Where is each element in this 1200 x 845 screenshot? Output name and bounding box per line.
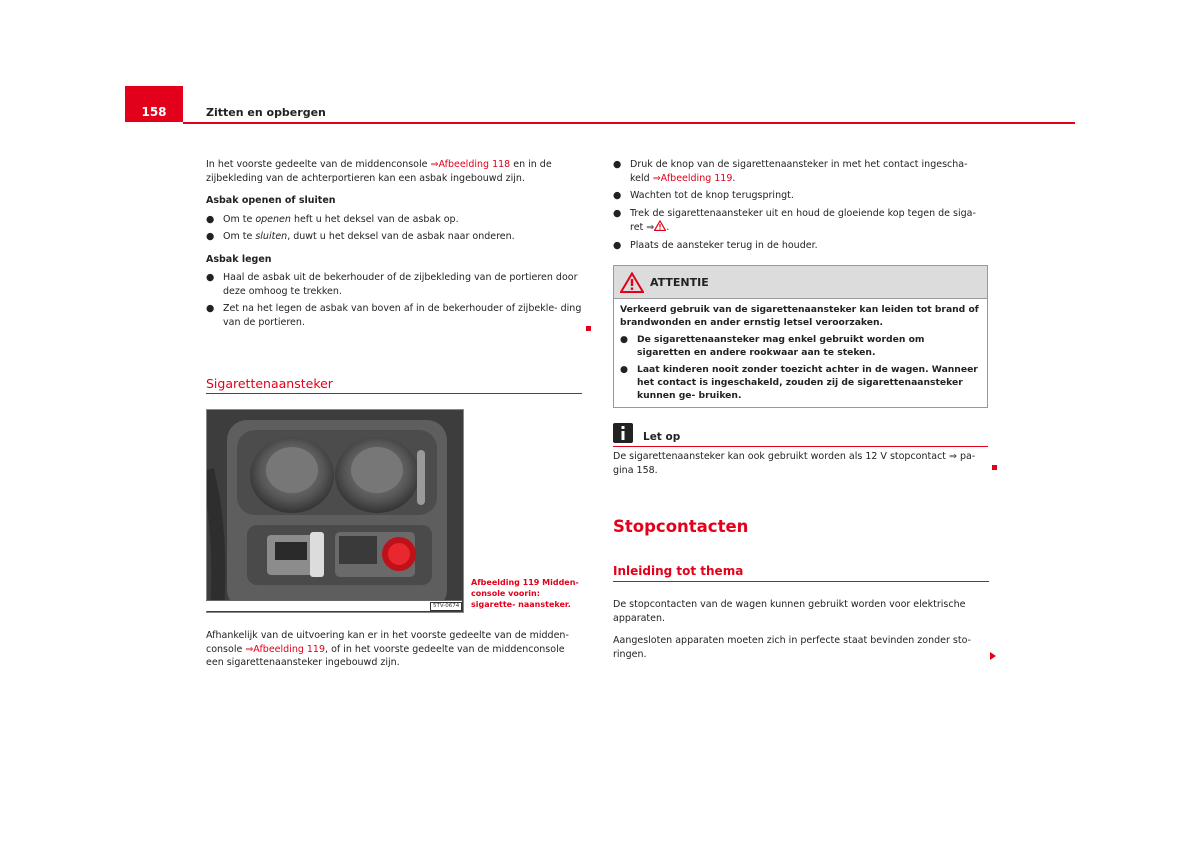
list-item: ● Wachten tot de knop terugspringt.: [613, 190, 794, 201]
figure-bottom-strip: [206, 600, 462, 611]
list-item: ● Trek de sigarettenaansteker uit en houd de gloeiende kop tegen de siga- ret ⇒ .: [613, 207, 976, 233]
paragraph: De stopcontacten van de wagen kunnen gebruikt worden voor elektrische apparaten.: [613, 599, 966, 624]
list-item: ● Zet na het legen de asbak van boven af in de bekerhouder of zijbekle- ding van de portieren.: [206, 303, 582, 328]
note-text: [613, 450, 985, 486]
left-column: [206, 158, 582, 333]
lighter-intro-paragraph: Afhankelijk van de uitvoering kan er in het voorste gedeelte van de midden- console ⇒Afbeelding 119, of in het voorste gedeelte van de middenconsole een sigarettenaansteker ingebouwd zijn.: [206, 630, 569, 668]
warning-icon[interactable]: [654, 220, 666, 231]
list-item: ● Haal de asbak uit de bekerhouder of de zijbekleding van de portieren door deze omhoog te trekken.: [206, 272, 578, 297]
note-label: Let op: [643, 431, 681, 443]
ashtray-open-heading: Asbak openen of sluiten: [206, 195, 336, 206]
intro-subsection: [613, 565, 989, 582]
paragraph: Aangesloten apparaten moeten zich in perfecte staat bevinden zonder sto- ringen.: [613, 635, 971, 660]
console-figure-image: [206, 409, 464, 613]
list-item: ● Om te sluiten, duwt u het deksel van de asbak naar onderen.: [206, 231, 515, 242]
note-paragraph: De sigarettenaansteker kan ook gebruikt worden als 12 V stopcontact ⇒ pa- gina 158.: [613, 451, 976, 476]
intro-paragraph: In het voorste gedeelte van de middenconsole ⇒Afbeelding 118 en in de zijbekleding van de achterportieren kan een asbak ingebouwd zijn.: [206, 159, 552, 184]
warning-label: ATTENTIE: [650, 275, 709, 289]
warning-icon: [620, 272, 644, 293]
warning-header: [614, 266, 987, 299]
section-big-title: Stopcontacten: [613, 517, 749, 536]
page-number: 158: [125, 86, 183, 122]
warning-box: [613, 265, 988, 408]
after-figure-text: [206, 629, 584, 679]
list-item: ● Laat kinderen nooit zonder toezicht achter in de wagen. Wanneer het contact is ingeschakeld, zouden zij de sigarettenaansteker kunnen ge- bruiken.: [620, 364, 978, 401]
warning-intro: Verkeerd gebruik van de sigarettenaansteker kan leiden tot brand of brandwonden en ander ernstig letsel veroorzaken.: [620, 304, 979, 328]
list-item: ● De sigarettenaansteker mag enkel gebruikt worden om sigaretten en andere rookwaar aan te steken.: [620, 334, 925, 358]
right-column: [613, 158, 989, 256]
figure-caption: Afbeelding 119 Midden- console voorin: sigarette- naansteker.: [471, 578, 579, 609]
ashtray-empty-heading: Asbak legen: [206, 253, 272, 265]
section-end-marker: [586, 326, 591, 331]
cigarette-lighter-section: [206, 377, 582, 394]
center-console-illustration: [207, 410, 463, 612]
list-item: ● Druk de knop van de sigarettenaansteker in met het contact ingescha- keld ⇒Afbeelding 119.: [613, 159, 968, 184]
header-divider: [183, 122, 1075, 124]
figure-118-link[interactable]: ⇒Afbeelding 118: [430, 159, 511, 170]
note-divider: [613, 446, 988, 447]
subsection-title: Inleiding tot thema: [613, 565, 989, 582]
info-icon: [613, 423, 633, 443]
figure-code: 5TV-0674: [430, 602, 462, 611]
figure-119-link[interactable]: ⇒Afbeelding 119: [245, 643, 326, 655]
figure-119-link[interactable]: ⇒Afbeelding 119: [652, 172, 733, 184]
section-end-marker: [992, 465, 997, 470]
list-item: ● Om te openen heft u het deksel van de asbak op.: [206, 213, 459, 225]
section-title: Sigarettenaansteker: [206, 377, 582, 394]
chapter-title: Zitten en opbergen: [206, 106, 326, 119]
power-sockets-section: [613, 517, 989, 536]
power-sockets-text: [613, 598, 981, 670]
warning-body: [614, 299, 987, 410]
continue-arrow-icon: [990, 652, 996, 660]
list-item: ● Plaats de aansteker terug in de houder.: [613, 239, 818, 251]
